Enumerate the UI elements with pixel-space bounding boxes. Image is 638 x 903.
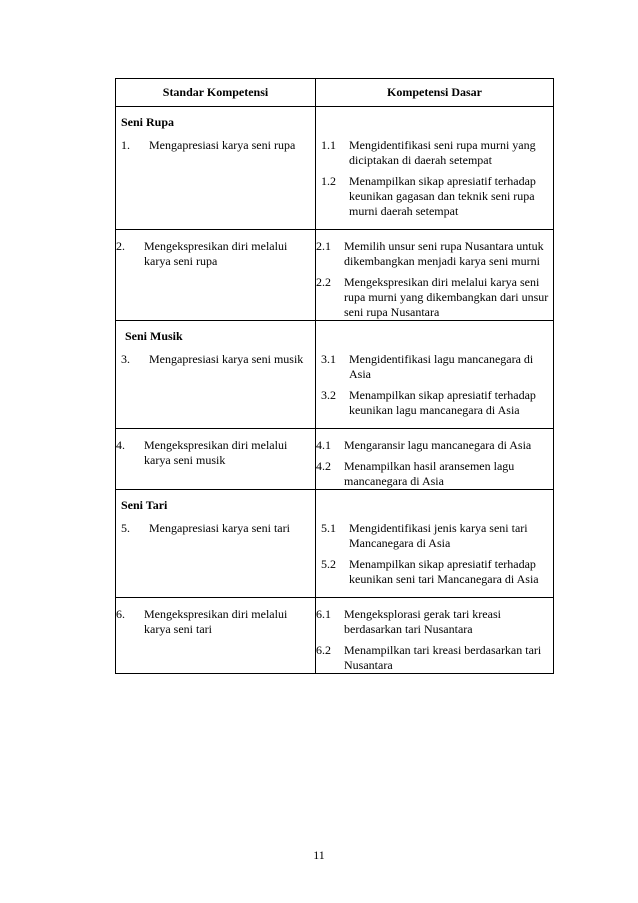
item-text: Mengeksplorasi gerak tari kreasi berdasarkan tari Nusantara <box>344 607 501 636</box>
item-number: 6.2 <box>316 643 331 657</box>
kompetensi-item <box>316 438 553 453</box>
table-row <box>116 598 554 674</box>
header-kompetensi-dasar: Kompetensi Dasar <box>316 79 554 107</box>
kompetensi-item <box>316 643 553 673</box>
item-number: 2.2 <box>316 275 331 289</box>
item-text: Mengidentifikasi lagu mancanegara di Asia <box>349 352 534 381</box>
section-title-seni-musik: Seni Musik <box>125 329 183 343</box>
kompetensi-item <box>321 174 549 219</box>
item-number: 1. <box>121 138 130 152</box>
item-number: 3.2 <box>321 388 336 402</box>
kompetensi-cell <box>316 321 554 429</box>
kompetensi-cell <box>316 230 554 321</box>
item-number: 5.2 <box>321 557 336 571</box>
item-number: 4. <box>116 438 125 452</box>
kompetensi-item <box>316 607 553 637</box>
standar-item <box>116 239 315 269</box>
table-row <box>116 490 554 598</box>
item-text: Menampilkan tari kreasi berdasarkan tari Nusantara <box>344 643 542 672</box>
kompetensi-item <box>316 275 553 320</box>
table-row <box>116 230 554 321</box>
item-text: Mengapresiasi karya seni tari <box>149 521 290 535</box>
section-title-seni-tari: Seni Tari <box>121 498 168 512</box>
kompetensi-item <box>321 388 549 418</box>
standar-item <box>121 352 311 367</box>
kompetensi-item <box>321 352 549 382</box>
item-number: 5.1 <box>321 521 336 535</box>
kompetensi-item <box>321 557 549 587</box>
item-number: 6. <box>116 607 125 621</box>
item-number: 3.1 <box>321 352 336 366</box>
standar-cell <box>116 321 316 429</box>
item-text: Mengekspresikan diri melalui karya seni rupa murni yang dikembangkan dari unsur seni rupa Nusantara <box>344 275 549 319</box>
item-text: Menampilkan hasil aransemen lagu mancanegara di Asia <box>344 459 515 488</box>
kompetensi-item <box>316 239 553 269</box>
item-number: 6.1 <box>316 607 331 621</box>
kompetensi-cell <box>316 107 554 230</box>
kompetensi-item <box>321 138 549 168</box>
item-number: 4.2 <box>316 459 331 473</box>
item-number: 2. <box>116 239 125 253</box>
item-text: Memilih unsur seni rupa Nusantara untuk dikembangkan menjadi karya seni murni <box>344 239 544 268</box>
page-number: 11 <box>313 848 325 862</box>
item-number: 4.1 <box>316 438 331 452</box>
item-number: 2.1 <box>316 239 331 253</box>
header-standar-kompetensi: Standar Kompetensi <box>116 79 316 107</box>
section-title-seni-rupa: Seni Rupa <box>121 115 175 129</box>
standar-cell <box>116 429 316 490</box>
item-text: Menampilkan sikap apresiatif terhadap keunikan gagasan dan teknik seni rupa murni daerah setempat <box>349 174 536 218</box>
item-number: 1.1 <box>321 138 336 152</box>
item-text: Mengapresiasi karya seni musik <box>149 352 304 366</box>
item-text: Mengidentifikasi seni rupa murni yang diciptakan di daerah setempat <box>349 138 536 167</box>
item-text: Mengekspresikan diri melalui karya seni rupa <box>144 239 288 268</box>
item-text: Mengaransir lagu mancanegara di Asia <box>344 438 532 452</box>
kompetensi-cell <box>316 598 554 674</box>
standar-cell <box>116 107 316 230</box>
table-header-row <box>116 79 554 107</box>
kompetensi-cell <box>316 429 554 490</box>
standar-cell <box>116 490 316 598</box>
kompetensi-cell <box>316 490 554 598</box>
item-text: Mengekspresikan diri melalui karya seni tari <box>144 607 288 636</box>
competency-table <box>115 78 554 674</box>
kompetensi-item <box>316 459 553 489</box>
item-number: 1.2 <box>321 174 336 188</box>
standar-item <box>116 438 315 468</box>
standar-item <box>116 607 315 637</box>
item-number: 5. <box>121 521 130 535</box>
item-text: Menampilkan sikap apresiatif terhadap keunikan lagu mancanegara di Asia <box>349 388 536 417</box>
item-text: Mengekspresikan diri melalui karya seni musik <box>144 438 288 467</box>
table-row <box>116 321 554 429</box>
item-number: 3. <box>121 352 130 366</box>
standar-cell <box>116 598 316 674</box>
item-text: Menampilkan sikap apresiatif terhadap keunikan seni tari Mancanegara di Asia <box>349 557 539 586</box>
table-row <box>116 107 554 230</box>
table-row <box>116 429 554 490</box>
standar-item <box>121 138 311 153</box>
item-text: Mengidentifikasi jenis karya seni tari Mancanegara di Asia <box>349 521 528 550</box>
standar-cell <box>116 230 316 321</box>
standar-item <box>121 521 311 536</box>
item-text: Mengapresiasi karya seni rupa <box>149 138 296 152</box>
kompetensi-item <box>321 521 549 551</box>
